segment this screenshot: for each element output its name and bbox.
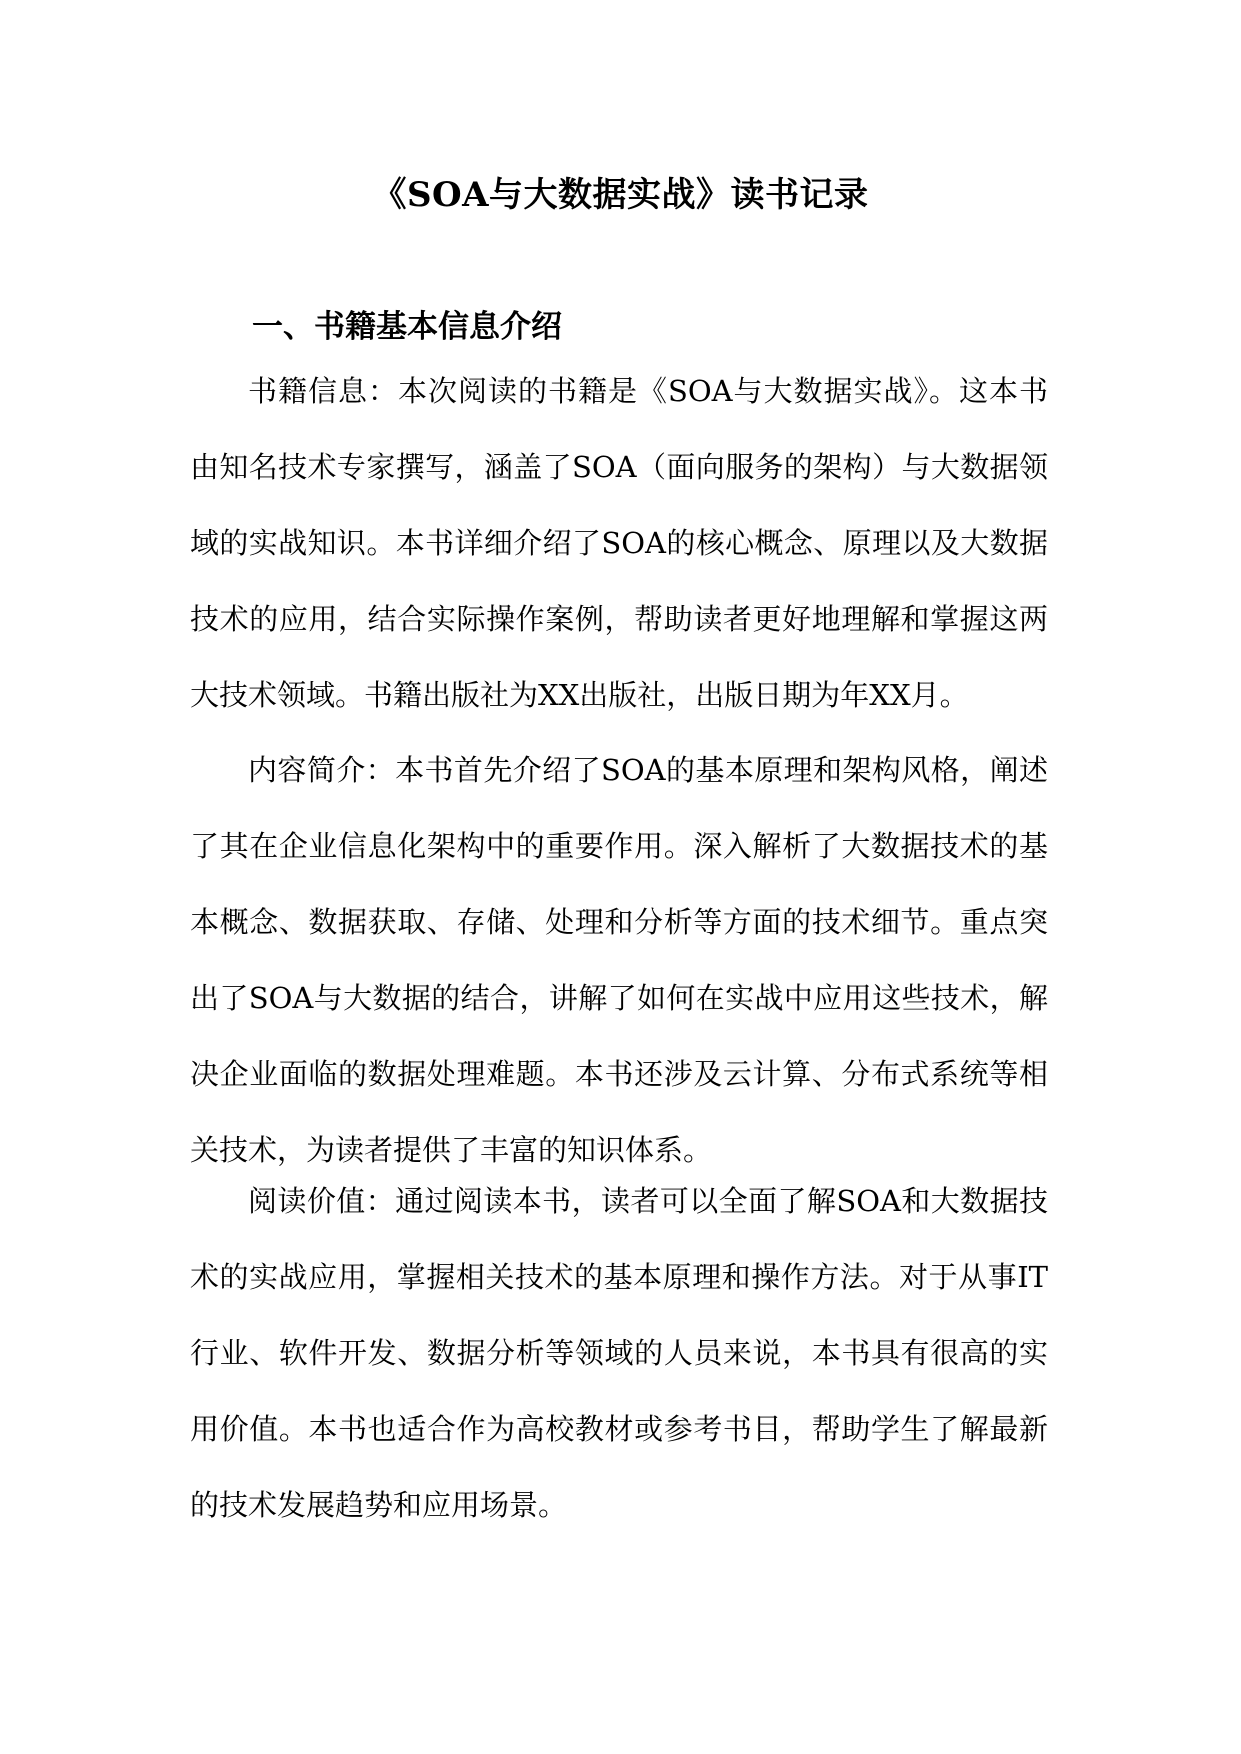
paragraph-reading-value: 阅读价值：通过阅读本书，读者可以全面了解SOA和大数据技术的实战应用，掌握相关技术的基本原理和操作方法。对于从事IT行业、软件开发、数据分析等领域的人员来说，本书具有很高的实用价值。本书也适合作为高校教材或参考书目，帮助学生了解最新的技术发展趋势和应用场景。 [190,1184,1048,1522]
paragraph-content-summary: 内容简介：本书首先介绍了SOA的基本原理和架构风格，阐述了其在企业信息化架构中的重要作用。深入解析了大数据技术的基本概念、数据获取、存储、处理和分析等方面的技术细节。重点突出了SOA与大数据的结合，讲解了如何在实战中应用这些技术，解决企业面临的数据处理难题。本书还涉及云计算、分布式系统等相关技术，为读者提供了丰富的知识体系。 [190,753,1048,1167]
paragraph-book-info: 书籍信息：本次阅读的书籍是《SOA与大数据实战》。这本书由知名技术专家撰写，涵盖了SOA（面向服务的架构）与大数据领域的实战知识。本书详细介绍了SOA的核心概念、原理以及大数据技术的应用，结合实际操作案例，帮助读者更好地理解和掌握这两大技术领域。书籍出版社为XX出版社，出版日期为年XX月。 [190,374,1048,712]
document-title: 《SOA与大数据实战》读书记录 [372,174,869,215]
section-heading: 一、书籍基本信息介绍 [252,308,562,345]
